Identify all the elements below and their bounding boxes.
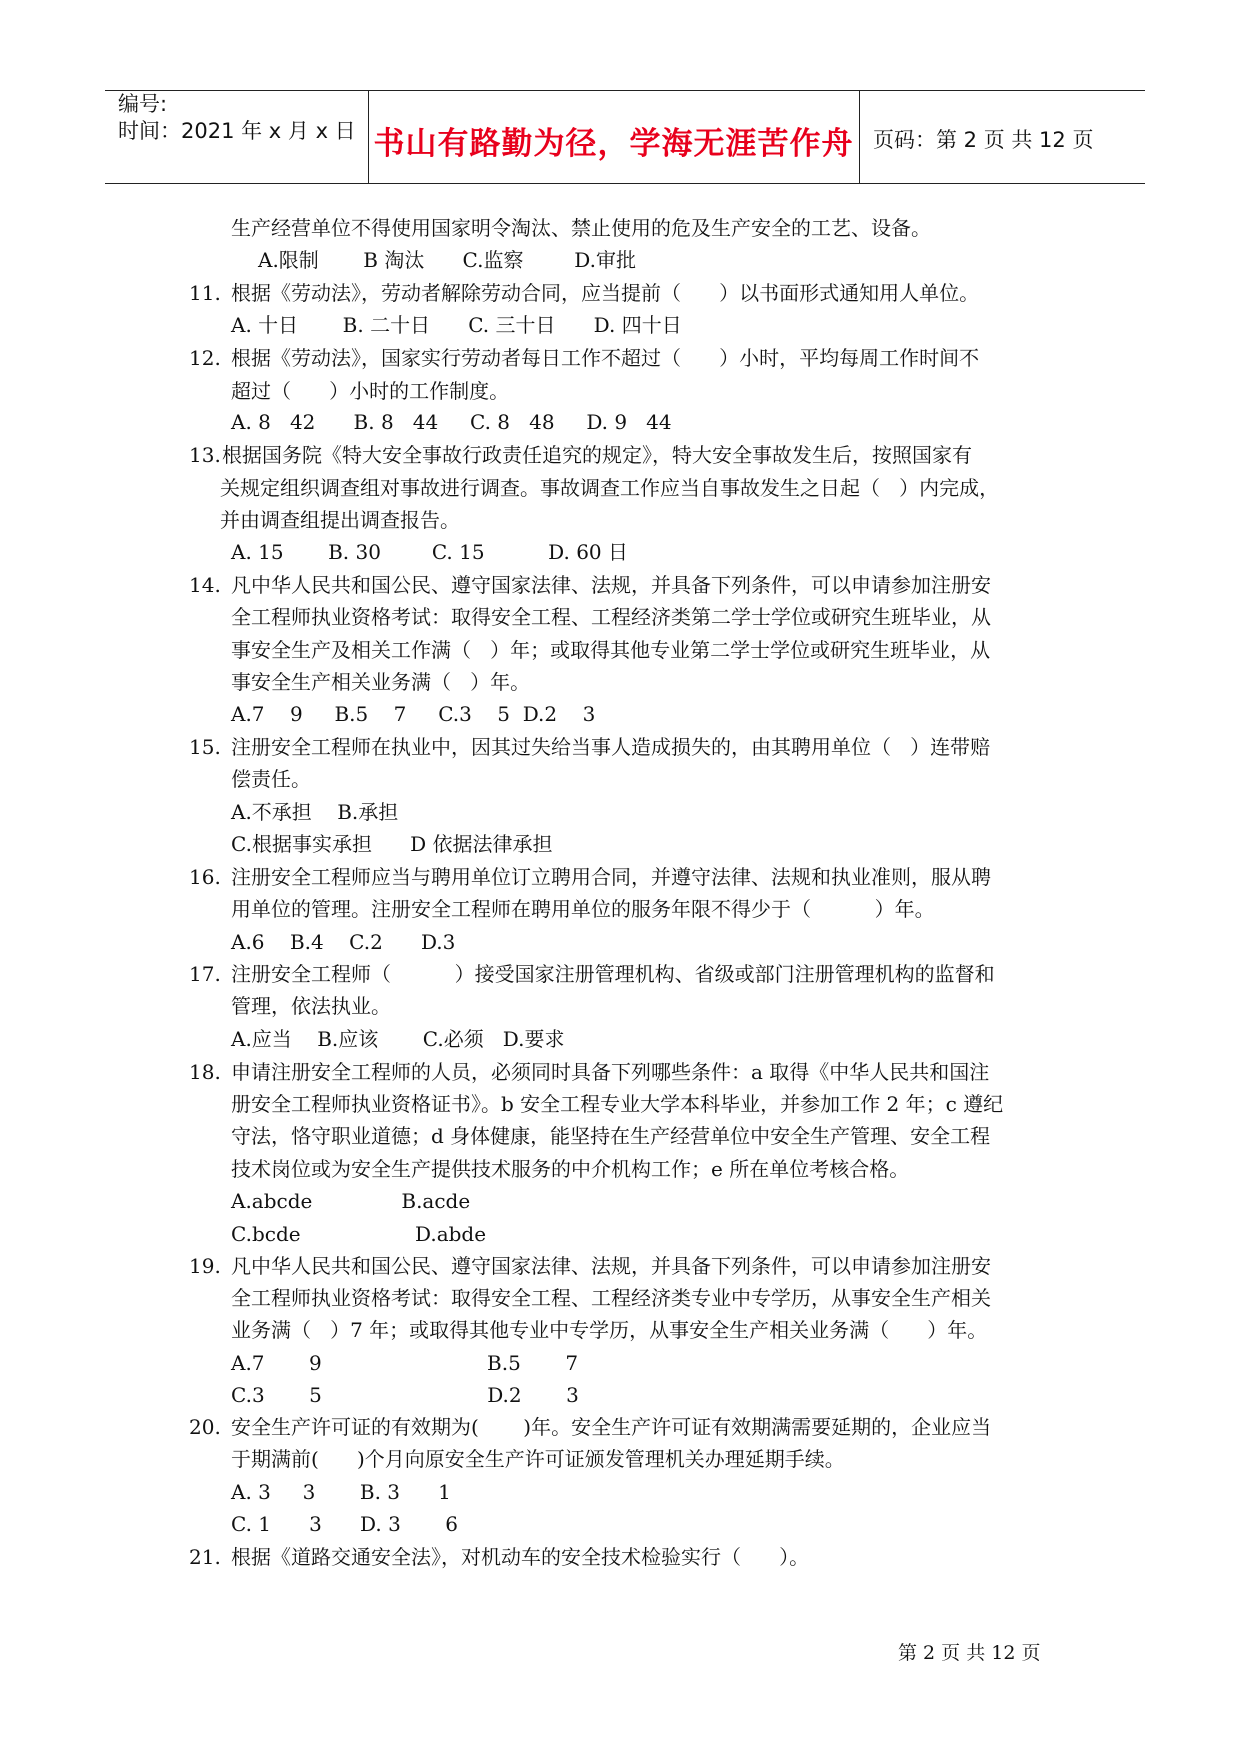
question-line: A. 8 42 B. 8 44 C. 8 48 D. 9 44 [231,410,672,434]
page-footer: 第 2 页 共 12 页 [898,1642,1041,1664]
question-number: 13. [189,443,221,467]
question-text: 根据国务院《特大安全事故行政责任追究的规定》，特大安全事故发生后，按照国家有 [222,443,972,467]
question-line: A.限制 B 淘汰 C.监察 D.审批 [258,248,636,272]
time-label: 时间：2021 年 x 月 x 日 [118,119,356,143]
question-number: 11. [189,281,221,305]
question-number: 21. [189,1545,221,1569]
question-text: 注册安全工程师在执业中，因其过失给当事人造成损失的，由其聘用单位（ ）连带赔 [231,735,991,759]
question-line: A.6 B.4 C.2 D.3 [231,930,456,954]
question-line: 管理，依法执业。 [231,994,391,1018]
question-number: 17. [189,962,221,986]
question-line: C.bcde D.abde [231,1222,487,1246]
question-line: A. 15 B. 30 C. 15 D. 60 日 [231,540,629,564]
number-label: 编号: [118,92,168,116]
question-line: 事安全生产相关业务满（ ）年。 [231,670,531,694]
question-line: A.7 9 B.5 7 C.3 5 D.2 3 [231,702,596,726]
question-text: 安全生产许可证的有效期为( )年。安全生产许可证有效期满需要延期的，企业应当 [231,1415,992,1439]
question-number: 19. [189,1254,221,1278]
header-page-label: 页码：第 2 页 共 12 页 [873,128,1094,152]
question-line: 全工程师执业资格考试：取得安全工程、工程经济类专业中专学历，从事安全生产相关 [231,1286,991,1310]
question-text: 注册安全工程师（ ）接受国家注册管理机构、省级或部门注册管理机构的监督和 [231,962,995,986]
question-line: C.根据事实承担 D 依据法律承担 [231,832,553,856]
question-line: C. 1 3 D. 3 6 [231,1512,459,1536]
question-number: 18. [189,1060,221,1084]
question-line: 事安全生产及相关工作满（ ）年；或取得其他专业第二学士学位或研究生班毕业，从 [231,638,991,662]
question-line: A.应当 B.应该 C.必须 D.要求 [231,1027,565,1051]
question-text: 凡中华人民共和国公民、遵守国家法律、法规，并具备下列条件，可以申请参加注册安 [231,573,991,597]
question-line: 全工程师执业资格考试：取得安全工程、工程经济类第二学士学位或研究生班毕业，从 [231,605,991,629]
question-number: 12. [189,346,221,370]
header-motto: 书山有路勤为径，学海无涯苦作舟 [373,126,854,162]
question-number: 14. [189,573,221,597]
question-line: 用单位的管理。注册安全工程师在聘用单位的服务年限不得少于（ ）年。 [231,897,935,921]
page-header [105,90,1145,184]
header-divider [859,91,860,183]
question-line: C.3 5 D.2 3 [231,1383,579,1407]
question-line: A. 3 3 B. 3 1 [231,1480,451,1504]
question-line: A.7 9 B.5 7 [231,1351,579,1375]
question-line: 册安全工程师执业资格证书》。b 安全工程专业大学本科毕业，并参加工作 2 年；c 遵纪 [231,1092,1004,1116]
question-number: 16. [189,865,221,889]
question-line: 并由调查组提出调查报告。 [220,508,460,532]
question-text: 注册安全工程师应当与聘用单位订立聘用合同，并遵守法律、法规和执业准则，服从聘 [231,865,991,889]
question-line: 守法，恪守职业道德；d 身体健康，能坚持在生产经营单位中安全生产管理、安全工程 [231,1124,991,1148]
question-line: 于期满前( )个月向原安全生产许可证颁发管理机关办理延期手续。 [231,1447,845,1471]
question-line: 超过（ ）小时的工作制度。 [231,379,510,403]
question-line: 偿责任。 [231,767,311,791]
question-line: 业务满（ ）7 年；或取得其他专业中专学历，从事安全生产相关业务满（ ）年。 [231,1318,988,1342]
question-line: A. 十日 B. 二十日 C. 三十日 D. 四十日 [231,313,682,337]
question-line: 技术岗位或为安全生产提供技术服务的中介机构工作；e 所在单位考核合格。 [231,1157,910,1181]
question-text: 根据《道路交通安全法》，对机动车的安全技术检验实行（ ）。 [231,1545,810,1569]
question-number: 20. [189,1415,221,1439]
question-line: 关规定组织调查组对事故进行调查。事故调查工作应当自事故发生之日起（ ）内完成， [220,476,1000,500]
question-line: A.abcde B.acde [231,1189,471,1213]
header-meta [118,91,356,145]
question-text: 根据《劳动法》，劳动者解除劳动合同，应当提前（ ）以书面形式通知用人单位。 [231,281,980,305]
question-text: 凡中华人民共和国公民、遵守国家法律、法规，并具备下列条件，可以申请参加注册安 [231,1254,991,1278]
question-line: A.不承担 B.承担 [231,800,399,824]
question-line: 生产经营单位不得使用国家明令淘汰、禁止使用的危及生产安全的工艺、设备。 [231,216,931,240]
question-text: 申请注册安全工程师的人员，必须同时具备下列哪些条件：a 取得《中华人民共和国注 [231,1060,990,1084]
question-number: 15. [189,735,221,759]
question-text: 根据《劳动法》，国家实行劳动者每日工作不超过（ ）小时，平均每周工作时间不 [231,346,980,370]
